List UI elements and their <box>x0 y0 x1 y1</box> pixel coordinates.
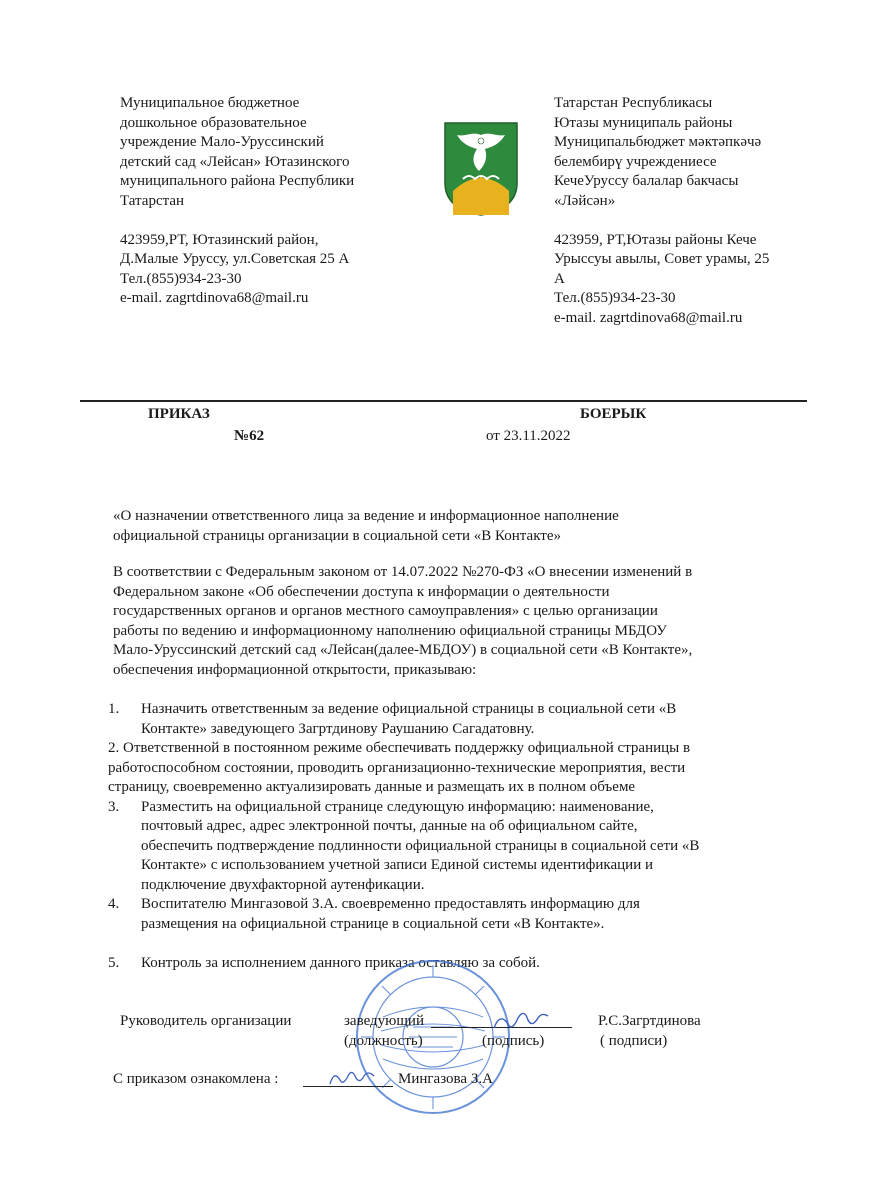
signatory-name: Р.С.Загртдинова <box>598 1013 701 1029</box>
signatory-label: Руководитель организации <box>120 1013 292 1029</box>
org-name-line: КечеУруссу балалар бакчасы <box>554 173 739 189</box>
position-caption: (должность) <box>344 1033 423 1049</box>
item-line: Контакте» заведующего Загртдинову Раушанию Сагадатовну. <box>141 720 535 737</box>
item-line: подключение двухфакторной аутенфикации. <box>141 876 425 893</box>
org-name-line: Татарстан Республикасы <box>554 95 713 111</box>
org-name-line: муниципального района Республики <box>120 173 355 189</box>
preamble-line: государственных органов и органов местного самоуправления» с целью организации <box>113 603 658 619</box>
order-items <box>108 700 784 973</box>
doc-date: от 23.11.2022 <box>486 428 571 444</box>
item-line: Контроль за исполнением данного приказа оставляю за собой. <box>141 954 540 971</box>
order-item-1 <box>108 700 784 739</box>
item-line: почтовый адрес, адрес электронной почты, данные на об официальном сайте, <box>141 818 638 834</box>
org-name-line: белембирү учреждениесе <box>554 153 717 170</box>
item-line: Разместить на официальной странице следующую информацию: наименование, <box>141 798 654 815</box>
signature-caption: (подпись) <box>482 1033 545 1049</box>
org-name-line: «Ләйсән» <box>554 192 616 209</box>
order-item-4 <box>108 895 784 934</box>
org-name-line: Ютазы муниципаль районы <box>554 114 733 131</box>
item-number: 3. <box>108 798 120 815</box>
handwritten-signature-employee <box>326 1066 378 1092</box>
item-line: работоспособном состоянии, проводить организационно-технические мероприятия, вести <box>108 759 686 776</box>
preamble-line: работы по ведению и информационному наполнению официальной страницы МБДОУ <box>113 622 667 639</box>
subject-line: «О назначении ответственного лица за ведение и информационное наполнение <box>113 508 619 524</box>
doc-title-ru: ПРИКАЗ <box>148 406 210 422</box>
item-line: Контакте» с использованием учетной записи Единой системы идентификации и <box>141 857 654 873</box>
email-line: e-mail. zagrtdinova68@mail.ru <box>120 290 309 306</box>
org-name-line: детский сад «Лейсан» Ютазинского <box>120 153 350 170</box>
address-line: 423959, РТ,Ютазы районы Кече <box>554 231 757 248</box>
address-line: Д.Малые Уруссу, ул.Советская 25 А <box>120 251 350 267</box>
org-name-line: Татарстан <box>120 192 185 209</box>
signature-block <box>120 1012 820 1052</box>
order-item-3 <box>108 798 784 896</box>
order-item-2 <box>108 739 784 798</box>
coat-of-arms-emblem <box>443 121 519 217</box>
email-line: e-mail. zagrtdinova68@mail.ru <box>554 309 743 326</box>
preamble-line: обеспечения информационной открытости, приказываю: <box>113 661 477 678</box>
preamble-line: В соответствии с Федеральным законом от 14.07.2022 №270-ФЗ «О внесении изменений в <box>113 564 693 580</box>
item-number: 5. <box>108 954 120 971</box>
item-line: обеспечить подтверждение подлинности официальной страницы в социальной сети «В <box>141 837 700 854</box>
subject-line: официальной страницы организации в социальной сети «В Контакте» <box>113 527 562 544</box>
address-line: Урыссуы авылы, Совет урамы, 25 <box>554 251 770 267</box>
item-line: 2. Ответственной в постоянном режиме обеспечивать поддержку официальной страницы в <box>108 740 691 756</box>
item-number: 1. <box>108 701 120 717</box>
doc-number: №62 <box>234 428 265 444</box>
item-number: 4. <box>108 896 120 912</box>
item-line: Воспитателю Мингазовой З.А. своевременно предоставлять информацию для <box>141 896 640 912</box>
acknowledging-employee-name: Мингазова З.А <box>398 1071 493 1087</box>
phone-line: Тел.(855)934-23-30 <box>554 290 676 306</box>
item-line: Назначить ответственным за ведение официальной страницы в социальной сети «В <box>141 701 677 717</box>
preamble-line: Мало-Уруссинский детский сад «Лейсан(далее-МБДОУ) в социальной сети «В Контакте», <box>113 642 693 658</box>
org-name-line: Муниципальбюджет мәктәпкәчә <box>554 134 762 150</box>
phone-line: Тел.(855)934-23-30 <box>120 270 242 287</box>
acknowledgement-label: С приказом ознакомлена : <box>113 1071 279 1087</box>
preamble-line: Федеральном законе «Об обеспечении доступа к информации о деятельности <box>113 583 610 600</box>
header-divider <box>80 400 807 402</box>
org-name-line: дошкольное образовательное <box>120 114 307 131</box>
doc-title-tt: БОЕРЫК <box>580 406 647 422</box>
signatory-position: заведующий <box>344 1013 424 1029</box>
address-line: 423959,РТ, Ютазинский район, <box>120 231 319 248</box>
header-right <box>554 94 804 328</box>
item-line: размещения на официальной странице в социальной сети «В Контакте». <box>141 915 605 932</box>
address-line: А <box>554 270 565 287</box>
handwritten-signature-director <box>488 1008 554 1036</box>
order-preamble <box>113 563 773 680</box>
item-line: страницу, своевременно актуализировать данные и размещать их в полном объеме <box>108 779 636 795</box>
header-left <box>120 94 410 309</box>
signatory-name-caption: ( подписи) <box>600 1033 668 1049</box>
order-subject <box>113 507 753 546</box>
org-name-line: Муниципальное бюджетное <box>120 95 300 111</box>
org-name-line: учреждение Мало-Уруссинский <box>120 134 324 150</box>
